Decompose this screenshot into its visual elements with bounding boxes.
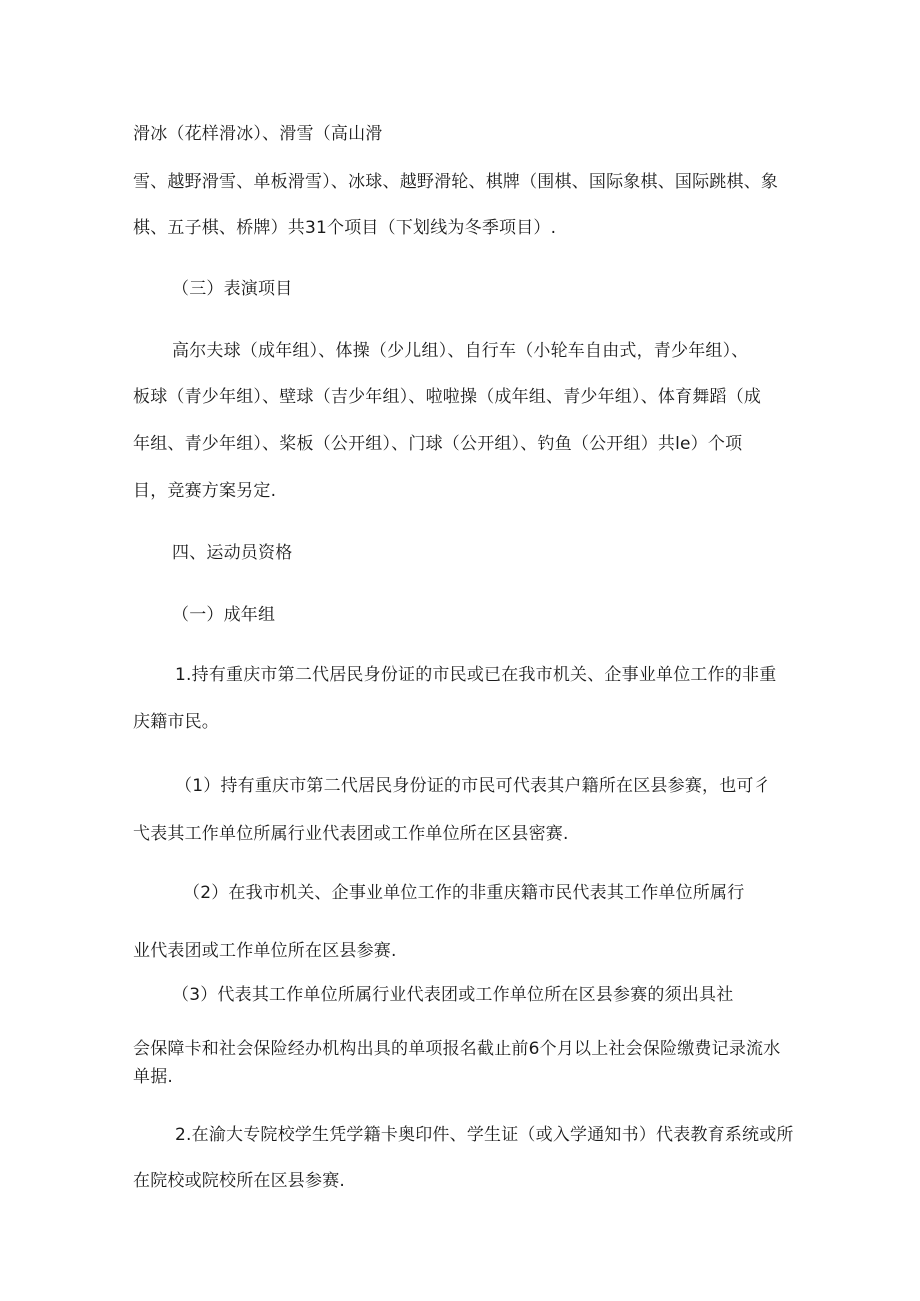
text-line: （2）在我市机关、企事业单位工作的非重庆籍市民代表其工作单位所属行 [183, 883, 745, 903]
section-heading: 四、运动员资格 [172, 543, 293, 563]
text-line: 弋表其工作单位所属行业代表团或工作单位所在区县密赛. [133, 824, 569, 844]
text-line: 年组、青少年组）、桨板（公开组）、门球（公开组）、钓鱼（公开组）共le）个项 [133, 434, 743, 454]
text-line: 业代表团或工作单位所在区县参赛. [133, 941, 397, 961]
text-line: （3）代表其工作单位所属行业代表团或工作单位所在区县参赛的须出具社 [172, 985, 734, 1005]
text-line: 目，竞赛方案另定. [133, 481, 277, 501]
text-line: 单据. [133, 1067, 174, 1087]
text-line: 板球（青少年组）、壁球（吉少年组）、啦啦操（成年组、青少年组）、体育舞蹈（成 [133, 387, 762, 407]
text-line: 高尔夫球（成年组）、体操（少儿组）、自行车（小轮车自由式，青少年组）、 [172, 341, 749, 361]
text-line: （1）持有重庆市第二代居民身份证的市民可代表其户籍所在区县参赛，也可彳 [175, 776, 771, 796]
text-line: 滑冰（花样滑冰）、滑雪（高山滑 [133, 124, 383, 144]
section-heading: （三）表演项目 [172, 279, 293, 299]
text-line: 棋、五子棋、桥牌）共31个项目（下划线为冬季项目）. [133, 218, 557, 238]
text-line: 1.持有重庆市第二代居民身份证的市民或已在我市机关、企事业单位工作的非重 [175, 665, 777, 685]
text-line: 会保障卡和社会保险经办机构出具的单项报名截止前6个月以上社会保险缴费记录流水 [133, 1039, 781, 1059]
text-line: 2.在渝大专院校学生凭学籍卡奥印件、学生证（或入学通知书）代表教育系统或所 [175, 1125, 794, 1145]
text-line: 在院校或院校所在区县参赛. [133, 1171, 346, 1191]
text-line: 雪、越野滑雪、单板滑雪）、冰球、越野滑轮、棋牌（围棋、国际象棋、国际跳棋、象 [133, 172, 779, 192]
section-heading: （一）成年组 [172, 605, 276, 625]
text-line: 庆籍市民。 [133, 712, 219, 732]
